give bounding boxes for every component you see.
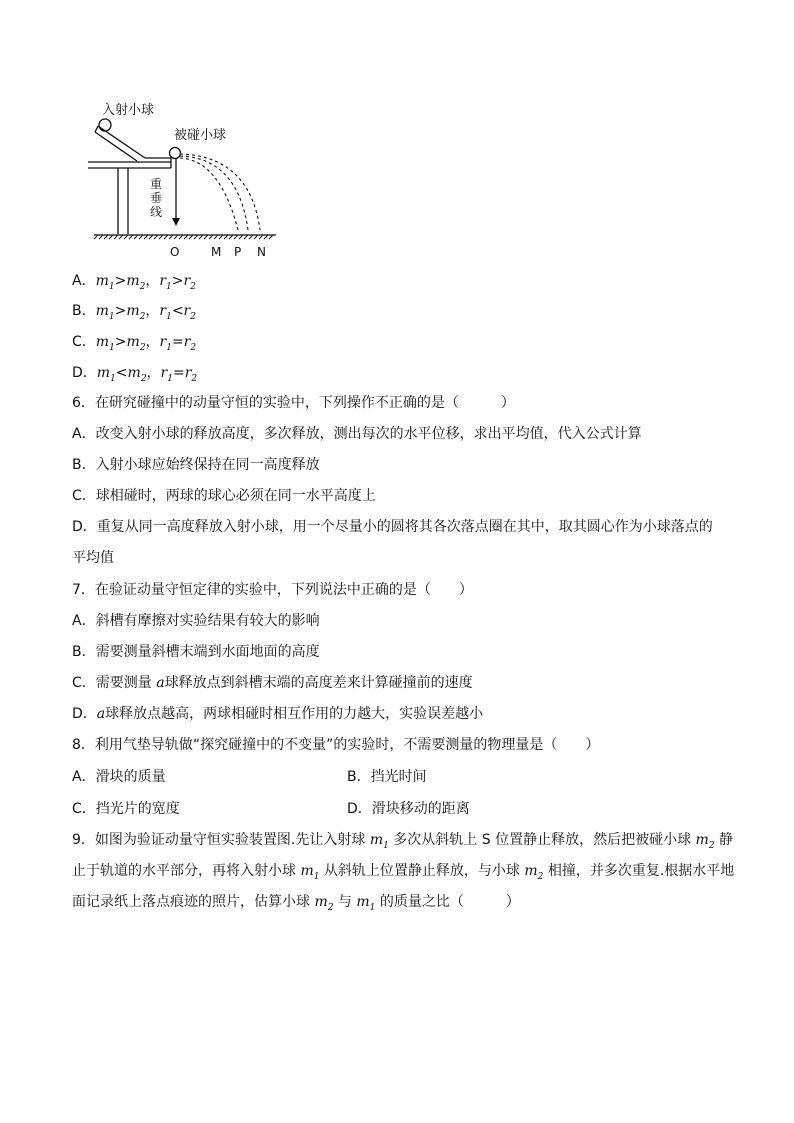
- q6-stem: 6．在研究碰撞中的动量守恒的实验中，下列操作不正确的是（ ）: [72, 395, 515, 411]
- trajectory-n: [180, 154, 260, 230]
- label-target-ball: 被碰小球: [174, 128, 227, 143]
- label-incident-ball: 入射小球: [102, 103, 155, 118]
- q5-option-d: D．$m_1<m_2$，$r_1=r_2$: [72, 365, 198, 384]
- trajectory-m: [180, 158, 238, 230]
- q7-option-a: A．斜槽有摩擦对实验结果有较大的影响: [72, 613, 320, 629]
- q6-option-c: C．球相碰时，两球的球心必须在同一水平高度上: [72, 488, 376, 504]
- collision-apparatus-figure: [88, 96, 288, 262]
- q7-option-b: B．需要测量斜槽末端到水面地面的高度: [72, 644, 320, 660]
- q9-line-2: 止于轨道的水平部分，再将入射小球 $m_1$ 从斜轨上位置静止释放，与小球 $m_2$ 相撞，并多次重复.根据水平地: [72, 863, 735, 882]
- q7-option-c: C．需要测量 a球释放点到斜槽末端的高度差来计算碰撞前的速度: [72, 675, 473, 691]
- q9-line-1: 9．如图为验证动量守恒实验装置图.先让入射球 $m_1$ 多次从斜轨上 S 位置静止释放，然后把被碰小球 $m_2$ 静: [72, 832, 733, 851]
- point-label-m: M: [211, 245, 222, 259]
- q8-option-c: C．挡光片的宽度: [72, 801, 180, 817]
- q9-line-3: 面记录纸上落点痕迹的照片，估算小球 $m_2$ 与 $m_1$ 的质量之比（ ）: [72, 894, 520, 913]
- trajectory-p: [180, 156, 248, 230]
- point-label-p: P: [234, 245, 242, 259]
- point-label-n: N: [257, 245, 266, 259]
- q6-option-a: A．改变入射小球的释放高度，多次释放，测出每次的水平位移，求出平均值，代入公式计算: [72, 426, 642, 442]
- q5-option-c: C．$m_1>m_2$，$r_1=r_2$: [72, 334, 197, 353]
- q5-option-b: B．$m_1>m_2$，$r_1<r_2$: [72, 303, 196, 322]
- q5-option-a: A．$m_1>m_2$，$r_1>r_2$: [72, 273, 196, 292]
- chute-end: [95, 126, 98, 132]
- q7-option-d: D．a球释放点越高，两球相碰时相互作用的力越大，实验误差越小: [72, 706, 484, 722]
- target-ball: [170, 148, 181, 159]
- q6-option-d: D．重复从同一高度释放入射小球，用一个尽量小的圆将其各次落点圈在其中，取其圆心作为小球落点的: [72, 519, 713, 535]
- chute-upper-edge: [98, 126, 145, 158]
- point-label-o: O: [170, 245, 180, 259]
- q7-stem: 7．在验证动量守恒定律的实验中，下列说法中正确的是（ ）: [72, 582, 473, 598]
- q8-option-b: B．挡光时间: [347, 769, 427, 785]
- plumb-arrow: [172, 218, 180, 226]
- q8-stem: 8．利用气垫导轨做“探究碰撞中的不变量”的实验时，不需要测量的物理量是（ ）: [72, 737, 600, 753]
- q8-option-a: A．滑块的质量: [72, 769, 166, 785]
- q8-option-d: D．滑块移动的距离: [347, 801, 470, 817]
- q6-option-b: B．入射小球应始终保持在同一高度释放: [72, 457, 320, 473]
- q6-option-d-cont: 平均值: [72, 550, 114, 566]
- chute-lower-edge: [95, 132, 137, 161]
- incident-ball: [99, 119, 111, 131]
- label-plumb-line: 重垂线: [150, 177, 163, 219]
